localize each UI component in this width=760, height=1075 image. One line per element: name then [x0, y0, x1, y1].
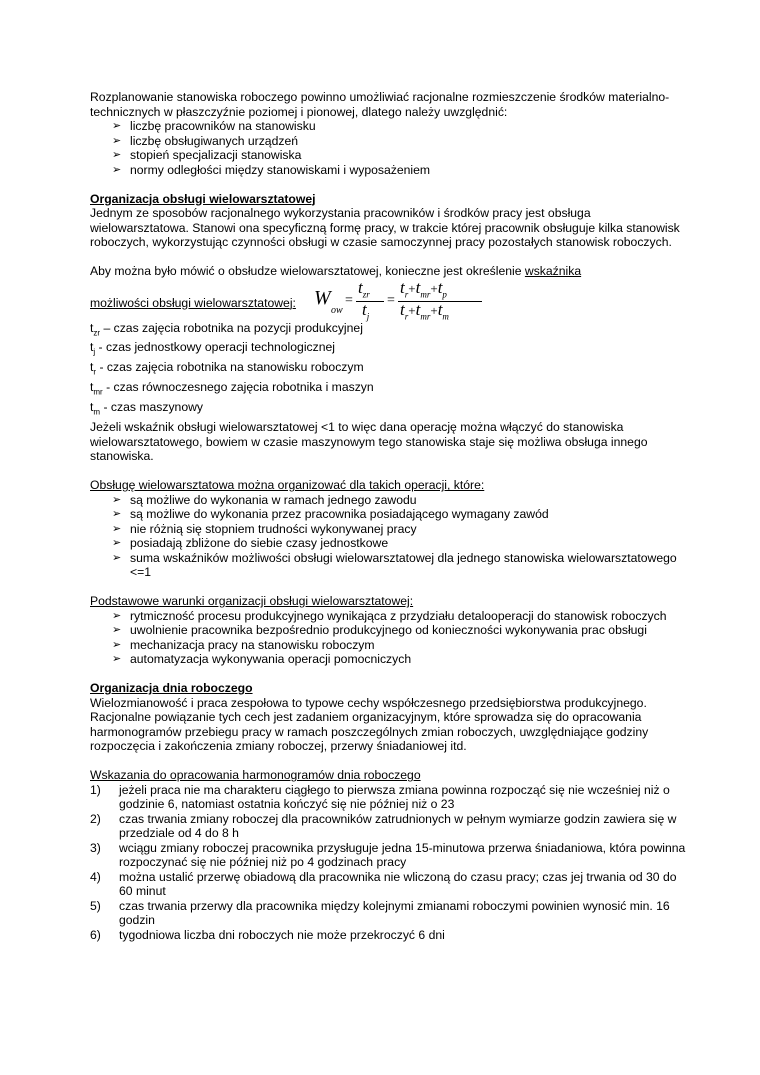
list-item: ➢ są możliwe do wykonania przez pracownika posiadającego wymagany zawód	[112, 507, 549, 522]
schedule-title: Wskazania do opracowania harmonogramów dnia roboczego	[90, 768, 421, 783]
indicator-term: wskaźnika	[524, 264, 582, 278]
list-item: 2) czas trwania zmiany roboczej dla pracowników zatrudnionych w pełnym wymiarze godzin zawiera się w przedziale od 4 do 8 h	[90, 811, 677, 841]
arrow-bullet-icon: ➢	[112, 522, 122, 535]
workday-paragraph: Wielozmianowość i praca zespołowa to typowe cechy współczesnego przedsiębiorstwa produkcyjnego. Racjonalne powiązanie tych cech jest zadaniem organizacyjnym, które sprowadza się do opracowania harmonogramów przebiegu pracy w ramach poszczególnych zmian roboczych, uwzględniające godziny rozpoczęcia i zakończenia zmiany roboczej, przerwy śniadaniowej itd.	[90, 695, 649, 754]
list-item: 6) tygodniowa liczba dni roboczych nie może przekroczyć 6 dni	[90, 927, 445, 942]
arrow-bullet-icon: ➢	[112, 149, 122, 161]
list-item: ➢ mechanizacja pracy na stanowisku roboczym	[112, 637, 375, 652]
indicator-intro: Aby można było mówić o obsłudze wielowarsztatowej, konieczne jest określenie wskaźnika	[90, 264, 582, 278]
multistation-paragraph: Jednym ze sposobów racjonalnego wykorzystania pracowników i środków pracy jest obsługa wielowarsztatowa. Stanowi ona specyficzną formę pracy, w trakcie której pracownik obsługuje kilka stanowisk roboczych, wykorzystując czynności obsługi w czasie samoczynnej pracy pozostałych stanowisk roboczych.	[90, 206, 680, 249]
list-item: ➢ stopień specjalizacji stanowiska	[112, 148, 302, 162]
definition-line: $t_r$ - czas zajęcia robotnika na stanowisku roboczym	[90, 360, 364, 377]
conclusion-paragraph: Jeżeli wskaźnik obsługi wielowarsztatowej <1 to więc dana operację można włączyć do stanowiska wielowarsztatowego, bowiem w czasie maszynowym tego stanowiska staje się możliwa obsługa innego stanowiska.	[90, 420, 648, 464]
list-item: ➢ są możliwe do wykonania w ramach jednego zawodu	[112, 492, 417, 507]
list-item: 5) czas trwania przerwy dla pracownika między kolejnymi zmianami roboczymi powinien wynosić min. 16 godzin	[90, 898, 670, 928]
intro-list	[90, 119, 690, 177]
conditions-title: Podstawowe warunki organizacji obsługi wielowarsztatowej:	[90, 594, 414, 609]
arrow-bullet-icon: ➢	[112, 653, 122, 666]
definition-line: $t_{zr}$ – czas zajęcia robotnika na pozycji produkcyjnej	[90, 320, 363, 337]
arrow-bullet-icon: ➢	[112, 537, 122, 550]
operations-list	[90, 493, 690, 580]
list-item: ➢ suma wskaźników możliwości obsługi wielowarsztatowej dla jednego stanowiska wielowarsztatowego <=1	[112, 550, 677, 580]
list-item: ➢ posiadają zbliżone do siebie czasy jednostkowe	[112, 536, 389, 551]
schedule-list	[90, 783, 690, 943]
list-item: ➢ liczbę pracowników na stanowisku	[112, 119, 316, 133]
intro-paragraph: Rozplanowanie stanowiska roboczego powinno umożliwiać racjonalne rozmieszczenie środków materialno-technicznych w płaszczyźnie poziomej i pionowej, dlatego należy uwzględnić:	[90, 90, 670, 119]
arrow-bullet-icon: ➢	[112, 120, 122, 132]
arrow-bullet-icon: ➢	[112, 508, 122, 521]
operations-title: Obsługę wielowarsztatowa można organizować dla takich operacji, które:	[90, 478, 485, 493]
arrow-bullet-icon: ➢	[112, 493, 122, 506]
list-item: 3) wciągu zmiany roboczej pracownika przysługuje jedna 15-minutowa przerwa śniadaniowa, która powinna rozpoczynać się nie później niż po 4 godzinach pracy	[90, 840, 686, 870]
section-heading-multistation: Organizacja obsługi wielowarsztatowej	[90, 191, 316, 206]
list-item: 4) można ustalić przerwę obiadową dla pracownika nie wliczoną do czasu pracy; czas jej trwania od 30 do 60 minut	[90, 869, 677, 899]
document-body	[90, 90, 690, 942]
formula-label: możliwości obsługi wielowarsztatowej:	[90, 295, 296, 310]
list-item: ➢ liczbę obsługiwanych urządzeń	[112, 133, 299, 148]
definition-line: $t_{mr}$ - czas równoczesnego zajęcia robotnika i maszyn	[90, 380, 374, 397]
indicator-formula: W ow = $t_{zr}$ $t_j$ = $t_r+t_{mr}+t_p$ $t_r+t_{mr}+t_m$	[314, 281, 484, 323]
arrow-bullet-icon: ➢	[112, 163, 122, 176]
definition-line: $t_m$ - czas maszynowy	[90, 400, 204, 417]
arrow-bullet-icon: ➢	[112, 638, 122, 651]
formula-line	[90, 277, 690, 321]
arrow-bullet-icon: ➢	[112, 134, 122, 147]
definition-line: $t_j$ - czas jednostkowy operacji technologicznej	[90, 340, 335, 357]
list-item: ➢ normy odległości między stanowiskami i wyposażeniem	[112, 162, 431, 177]
list-item: ➢ rytmiczność procesu produkcyjnego wynikająca z przydziału detalooperacji do stanowisk roboczych	[112, 608, 667, 623]
list-item: ➢ automatyzacja wykonywania operacji pomocniczych	[112, 652, 412, 667]
conditions-list	[90, 609, 690, 667]
arrow-bullet-icon: ➢	[112, 609, 122, 622]
list-item: 1) jeżeli praca nie ma charakteru ciągłego to pierwsza zmiana powinna rozpocząć się nie wcześniej niż o godzinie 6, natomiast ostatnia kończyć się nie później niż o 23	[90, 782, 670, 812]
section-heading-workday: Organizacja dnia roboczego	[90, 681, 253, 696]
list-item: ➢ uwolnienie pracownika bezpośrednio produkcyjnego od konieczności wykonywania prac obsługi	[112, 623, 647, 638]
list-item: ➢ nie różnią się stopniem trudności wykonywanej pracy	[112, 521, 417, 536]
arrow-bullet-icon: ➢	[112, 624, 122, 637]
arrow-bullet-icon: ➢	[112, 551, 122, 564]
